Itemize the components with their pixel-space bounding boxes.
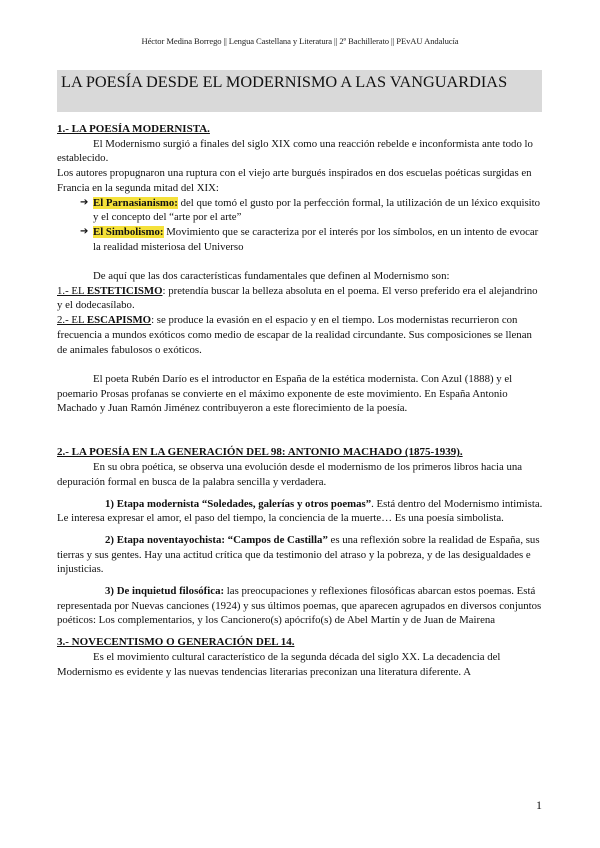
etapa-modernista-label: 1) Etapa modernista “Soledades, galerías y otros poemas”	[105, 497, 372, 510]
etapa-filosofica	[57, 584, 543, 628]
page-header: Héctor Medina Borrego || Lengua Castellana y Literatura || 2º Bachillerato || PEvAU Andalucía	[141, 36, 459, 46]
page-title: LA POESÍA DESDE EL MODERNISMO A LAS VANGUARDIAS	[57, 70, 542, 112]
etapa-modernista-text: . Está dentro del Modernismo intimista. Le interesa expresar el amor, el paso del tiempo, la conciencia de la muerte… Es una poesía simbolista.	[57, 497, 543, 525]
section-1-heading: 1.- LA POESÍA MODERNISTA.	[57, 123, 210, 135]
s1-paragraph-2: Los autores propugnaron una ruptura con el viejo arte burgués inspirados en dos escuelas poéticas surgidas en Francia en la segunda mitad del XIX:	[57, 167, 532, 194]
escapismo-item	[57, 313, 543, 357]
etapa-filosofica-text: las preocupaciones y reflexiones filosóficas abarcan estos poemas. Está representada por Nuevas canciones (1924) y sus últimos poemas, que aparecen agrupados en diversos conjuntos poéticos: Los complementarios, y los Cancionero(s) apócrifo(s) de Abel Martín y de Juan de Mairena	[57, 585, 542, 627]
s1-paragraph-1: El Modernismo surgió a finales del siglo XIX como una reacción rebelde e inconformista ante todo lo establecido.	[57, 137, 533, 165]
page-number: 1	[536, 798, 542, 812]
s1-paragraph-4: El poeta Rubén Darío es el introductor en España de la estética modernista. Con Azul (1888) y el poemario Prosas profanas se convierte en el máximo exponente de este movimiento. En España Antonio Machado y Juan Ramón Jiménez contribuyeron a este florecimiento de la poesía.	[57, 372, 513, 415]
s3-paragraph-1: Es el movimiento cultural característico de la segunda década del siglo XX. La decadencia del Modernismo es evidente y las nuevas tendencias literarias preconizan una literatura diferente. A	[57, 650, 501, 678]
escapismo-prefix: 2.- EL	[57, 314, 87, 327]
etapa-modernista	[57, 497, 543, 526]
esteticismo-item	[57, 284, 543, 313]
simbolismo-text: Movimiento que se caracteriza por el interés por los símbolos, en un intento de evocar la realidad misteriosa del Universo	[93, 225, 539, 253]
etapa-noventayochista	[57, 533, 543, 577]
escapismo-text: : se produce la evasión en el espacio y en el tiempo. Los modernistas recurrieron con frecuencia a mundos exóticos como medio de escapar de la realidad circundante. Sus composiciones se llenan de animales fabulosos o exóticos.	[57, 314, 532, 356]
escapismo-label: ESCAPISMO	[86, 314, 152, 327]
bullet-simbolismo	[57, 225, 543, 254]
etapa-noventayochista-text: es una reflexión sobre la realidad de España, sus tierras y sus gentes. Hay una actitud crítica que da testimonio del atraso y la pobreza, y de las desigualdades e injusticias.	[57, 533, 540, 576]
etapa-filosofica-label: 3) De inquietud filosófica:	[105, 585, 225, 598]
document-body	[57, 122, 543, 679]
arrow-icon: ➔	[80, 196, 89, 208]
parnasianismo-text: del que tomó el gusto por la perfección formal, la utilización de un léxico exquisito y el concepto del “arte por el arte”	[93, 196, 541, 224]
s1-paragraph-3: De aquí que las dos características fundamentales que definen al Modernismo son:	[93, 270, 450, 283]
esteticismo-label: ESTETICISMO	[86, 284, 163, 297]
etapa-noventayochista-label: 2) Etapa noventayochista: “Campos de Castilla”	[105, 533, 328, 546]
esteticismo-text: : pretendía buscar la belleza absoluta en el poema. El verso preferido era el alejandrino y el dodecasílabo.	[57, 284, 538, 312]
section-2-heading: 2.- LA POESÍA EN LA GENERACIÓN DEL 98: ANTONIO MACHADO (1875-1939).	[57, 446, 463, 459]
arrow-icon: ➔	[80, 225, 89, 237]
esteticismo-prefix: 1.- EL	[57, 284, 87, 297]
simbolismo-label: El Simbolismo:	[93, 225, 164, 238]
bullet-parnasianismo	[57, 196, 543, 225]
s2-paragraph-1: En su obra poética, se observa una evolución desde el modernismo de los primeros libros hacia una depuración formal en busca de la palabra sencilla y verdadera.	[57, 461, 523, 488]
section-3-heading: 3.- NOVECENTISMO O GENERACIÓN DEL 14.	[57, 636, 295, 649]
parnasianismo-label: El Parnasianismo:	[93, 196, 178, 209]
